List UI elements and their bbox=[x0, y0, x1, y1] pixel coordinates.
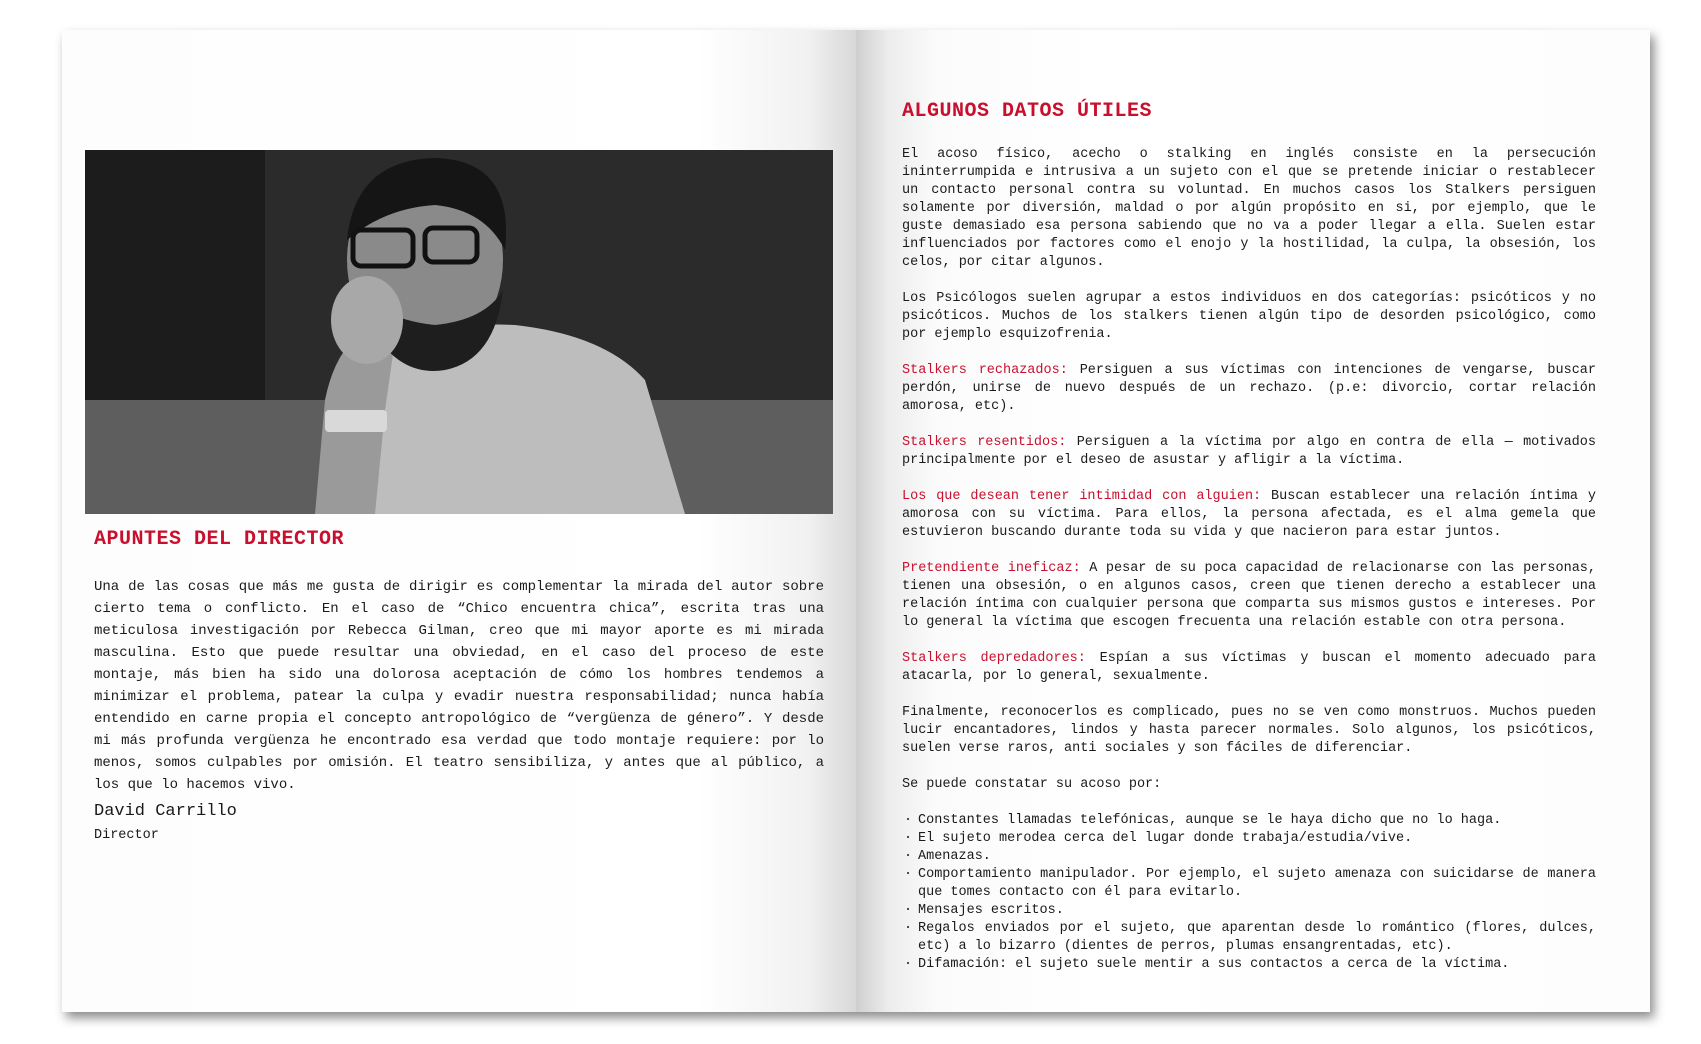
list-item: · El sujeto merodea cerca del lugar donde trabaja/estudia/vive. bbox=[902, 830, 1596, 848]
list-item: · Difamación: el sujeto suele mentir a sus contactos a cerca de la víctima. bbox=[902, 956, 1596, 974]
list-intro: Se puede constatar su acoso por: bbox=[902, 777, 1162, 792]
director-photo bbox=[85, 150, 833, 514]
stalker-type-text: A pesar de su poca capacidad de relacionarse con las personas, tienen una obsesión, o en algunos casos, creen que tienen derecho a establecer una relación íntima con cualquier persona que comparta sus mismos gustos e intereses. Por lo general la víctima que escogen frecuenta una relación estable con otra persona. bbox=[902, 561, 1596, 630]
stalker-type-label: Los que desean tener intimidad con alguien: bbox=[902, 489, 1262, 504]
stalker-type bbox=[902, 650, 1596, 686]
list-item: · Constantes llamadas telefónicas, aunque se le haya dicho que no lo haga. bbox=[902, 812, 1596, 830]
right-section-title: ALGUNOS DATOS ÚTILES bbox=[902, 100, 1153, 123]
stalker-type-text: Persiguen a la víctima por algo en contra de ella — motivados principalmente por el deseo de asustar y afligir a la víctima. bbox=[902, 435, 1596, 468]
stalker-type-text: Buscan establecer una relación íntima y amorosa con su víctima. Para ellos, la persona afectada, es el alma gemela que estuvieron buscando durante toda su vida y que nacieron para estar juntos. bbox=[902, 489, 1596, 540]
stalker-type-label: Stalkers rechazados: bbox=[902, 363, 1068, 378]
harassment-signs-list bbox=[902, 812, 1596, 974]
stalker-type-text: Persiguen a sus víctimas con intenciones de vengarse, buscar perdón, unirse de nuevo después de un rechazo. (p.e: divorcio, cortar relación amorosa, etc). bbox=[902, 363, 1596, 414]
intro-paragraph: El acoso físico, acecho o stalking en inglés consiste en la persecución ininterrumpida e intrusiva a un sujeto con el que se pretende iniciar o restablecer un contacto personal contra su voluntad. En muchos casos los Stalkers persiguen solamente por diversión, maldad o por algún propósito en si, por ejemplo, que le guste demasiado esa persona sabiendo que no va a poder llegar a ella. Suelen estar influenciados por factores como el enojo y la hostilidad, la culpa, la obsesión, los celos, por citar algunos. bbox=[902, 147, 1596, 270]
stalker-type bbox=[902, 362, 1596, 416]
stalker-type-label: Pretendiente ineficaz: bbox=[902, 561, 1081, 576]
signature-name: David Carrillo bbox=[94, 802, 237, 821]
list-item: · Regalos enviados por el sujeto, que aparentan desde lo romántico (flores, dulces, etc) a lo bizarro (dientes de perros, plumas ensangrentadas, etc). bbox=[902, 920, 1596, 956]
list-item: · Mensajes escritos. bbox=[902, 902, 1596, 920]
left-page bbox=[62, 30, 856, 1012]
stalker-type bbox=[902, 560, 1596, 632]
right-page bbox=[856, 30, 1650, 1012]
stalker-type-label: Stalkers resentidos: bbox=[902, 435, 1067, 450]
finally-paragraph: Finalmente, reconocerlos es complicado, pues no se ven como monstruos. Muchos pueden lucir encantadores, lindos y hasta parecer normales. Solo algunos, los psicóticos, suelen verse raros, anti sociales y son fáciles de diferenciar. bbox=[902, 705, 1596, 756]
left-section-title: APUNTES DEL DIRECTOR bbox=[94, 528, 345, 551]
list-item: · Comportamiento manipulador. Por ejemplo, el sujeto amenaza con suicidarse de manera que tomes contacto con él para evitarlo. bbox=[902, 866, 1596, 902]
stalker-type-text: Espían a sus víctimas y buscan el momento adecuado para atacarla, por lo general, sexualmente. bbox=[902, 651, 1596, 684]
psychologists-paragraph: Los Psicólogos suelen agrupar a estos individuos en dos categorías: psicóticos y no psicóticos. Muchos de los stalkers tienen algún tipo de desorden psicológico, como por ejemplo esquizofrenia. bbox=[902, 291, 1596, 342]
useful-facts-body bbox=[902, 146, 1596, 974]
signature-role: Director bbox=[94, 828, 159, 843]
director-notes-text: Una de las cosas que más me gusta de dirigir es complementar la mirada del autor sobre cierto tema o conflicto. En el caso de “Chico encuentra chica”, escrita tras una meticulosa investigación por Rebecca Gilman, creo que mi mayor aporte es mi mirada masculina. Esto que puede resultar una obviedad, en el caso del proceso de este montaje, más bien ha sido una dolorosa aceptación de cómo los hombres tendemos a minimizar el problema, patear la culpa y evadir nuestra responsabilidad; nunca había entendido en carne propia el concepto antropológico de “vergüenza de género”. Y desde mi más profunda vergüenza he encontrado esa verdad que todo montaje requiere: por lo menos, somos culpables por omisión. El teatro sensibiliza, y antes que al público, a los que lo hacemos vivo. bbox=[94, 579, 824, 793]
stalker-type bbox=[902, 488, 1596, 542]
stalker-type bbox=[902, 434, 1596, 470]
booklet-spread bbox=[62, 30, 1650, 1012]
list-item: · Amenazas. bbox=[902, 848, 1596, 866]
portrait-illustration bbox=[85, 150, 833, 514]
stalker-type-label: Stalkers depredadores: bbox=[902, 651, 1086, 666]
